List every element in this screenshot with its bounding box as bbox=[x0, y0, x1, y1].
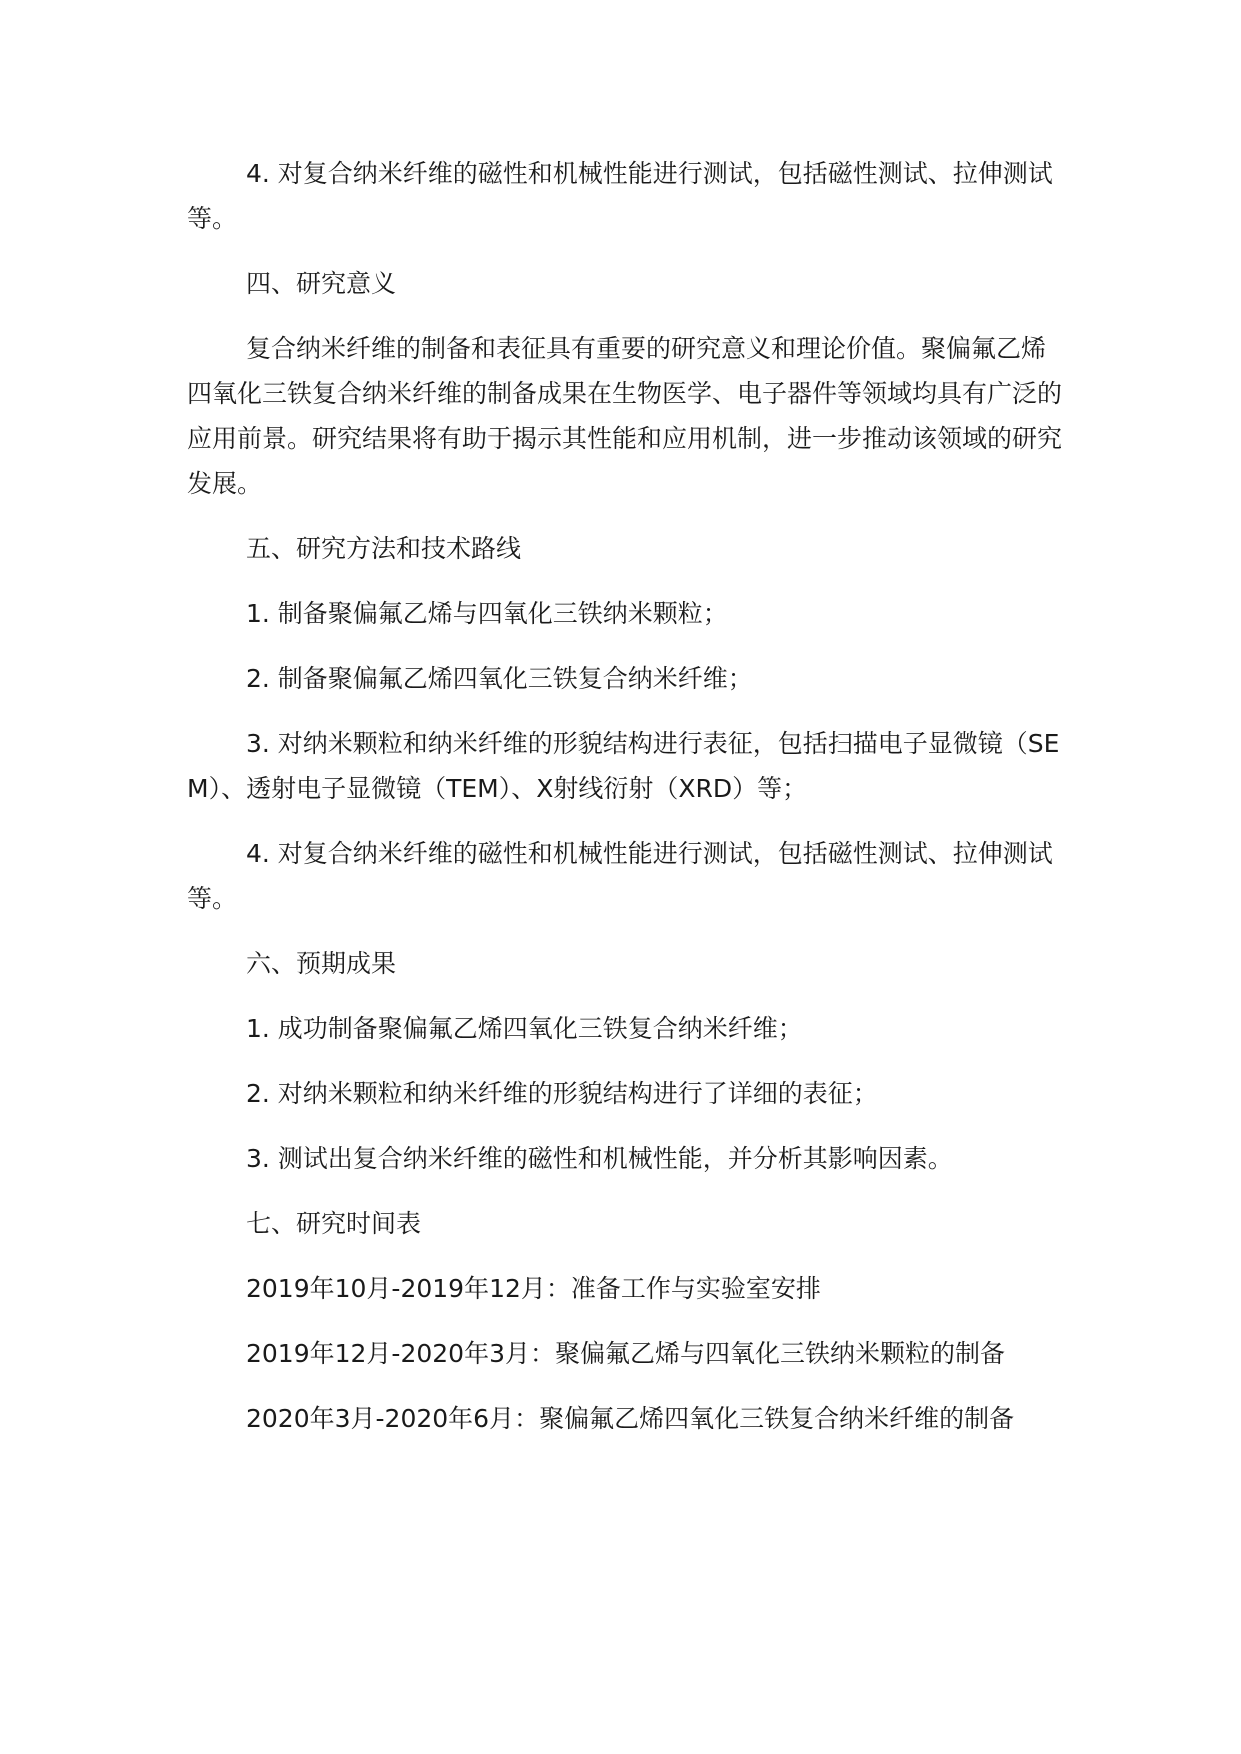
schedule-item-3: 2020年3月-2020年6月：聚偏氟乙烯四氧化三铁复合纳米纤维的制备 bbox=[246, 1404, 1015, 1433]
method-item-3: 3. 对纳米颗粒和纳米纤维的形貌结构进行表征，包括扫描电子显微镜（SEM）、透射电子显微镜（TEM）、X射线衍射（XRD）等； bbox=[187, 729, 1060, 803]
significance-paragraph: 复合纳米纤维的制备和表征具有重要的研究意义和理论价值。聚偏氟乙烯四氧化三铁复合纳米纤维的制备成果在生物医学、电子器件等领域均具有广泛的应用前景。研究结果将有助于揭示其性能和应用机制，进一步推动该领域的研究发展。 bbox=[187, 334, 1063, 498]
result-item-1: 1. 成功制备聚偏氟乙烯四氧化三铁复合纳米纤维； bbox=[246, 1014, 803, 1043]
schedule-item-2: 2019年12月-2020年3月：聚偏氟乙烯与四氧化三铁纳米颗粒的制备 bbox=[246, 1339, 1005, 1368]
schedule-item-1: 2019年10月-2019年12月：准备工作与实验室安排 bbox=[246, 1274, 821, 1303]
result-item-2: 2. 对纳米颗粒和纳米纤维的形貌结构进行了详细的表征； bbox=[246, 1079, 878, 1108]
section-heading-significance: 四、研究意义 bbox=[246, 269, 397, 298]
result-item-3: 3. 测试出复合纳米纤维的磁性和机械性能，并分析其影响因素。 bbox=[246, 1144, 953, 1173]
method-item-4: 4. 对复合纳米纤维的磁性和机械性能进行测试，包括磁性测试、拉伸测试等。 bbox=[187, 839, 1053, 913]
section-heading-methods: 五、研究方法和技术路线 bbox=[246, 534, 522, 563]
method-item-2: 2. 制备聚偏氟乙烯四氧化三铁复合纳米纤维； bbox=[246, 664, 753, 693]
method-item-1: 1. 制备聚偏氟乙烯与四氧化三铁纳米颗粒； bbox=[246, 599, 728, 628]
section-heading-schedule: 七、研究时间表 bbox=[246, 1209, 422, 1238]
list-item-test-properties: 4. 对复合纳米纤维的磁性和机械性能进行测试，包括磁性测试、拉伸测试等。 bbox=[187, 159, 1053, 233]
document-body bbox=[187, 151, 1067, 1461]
section-heading-expected-results: 六、预期成果 bbox=[246, 949, 397, 978]
